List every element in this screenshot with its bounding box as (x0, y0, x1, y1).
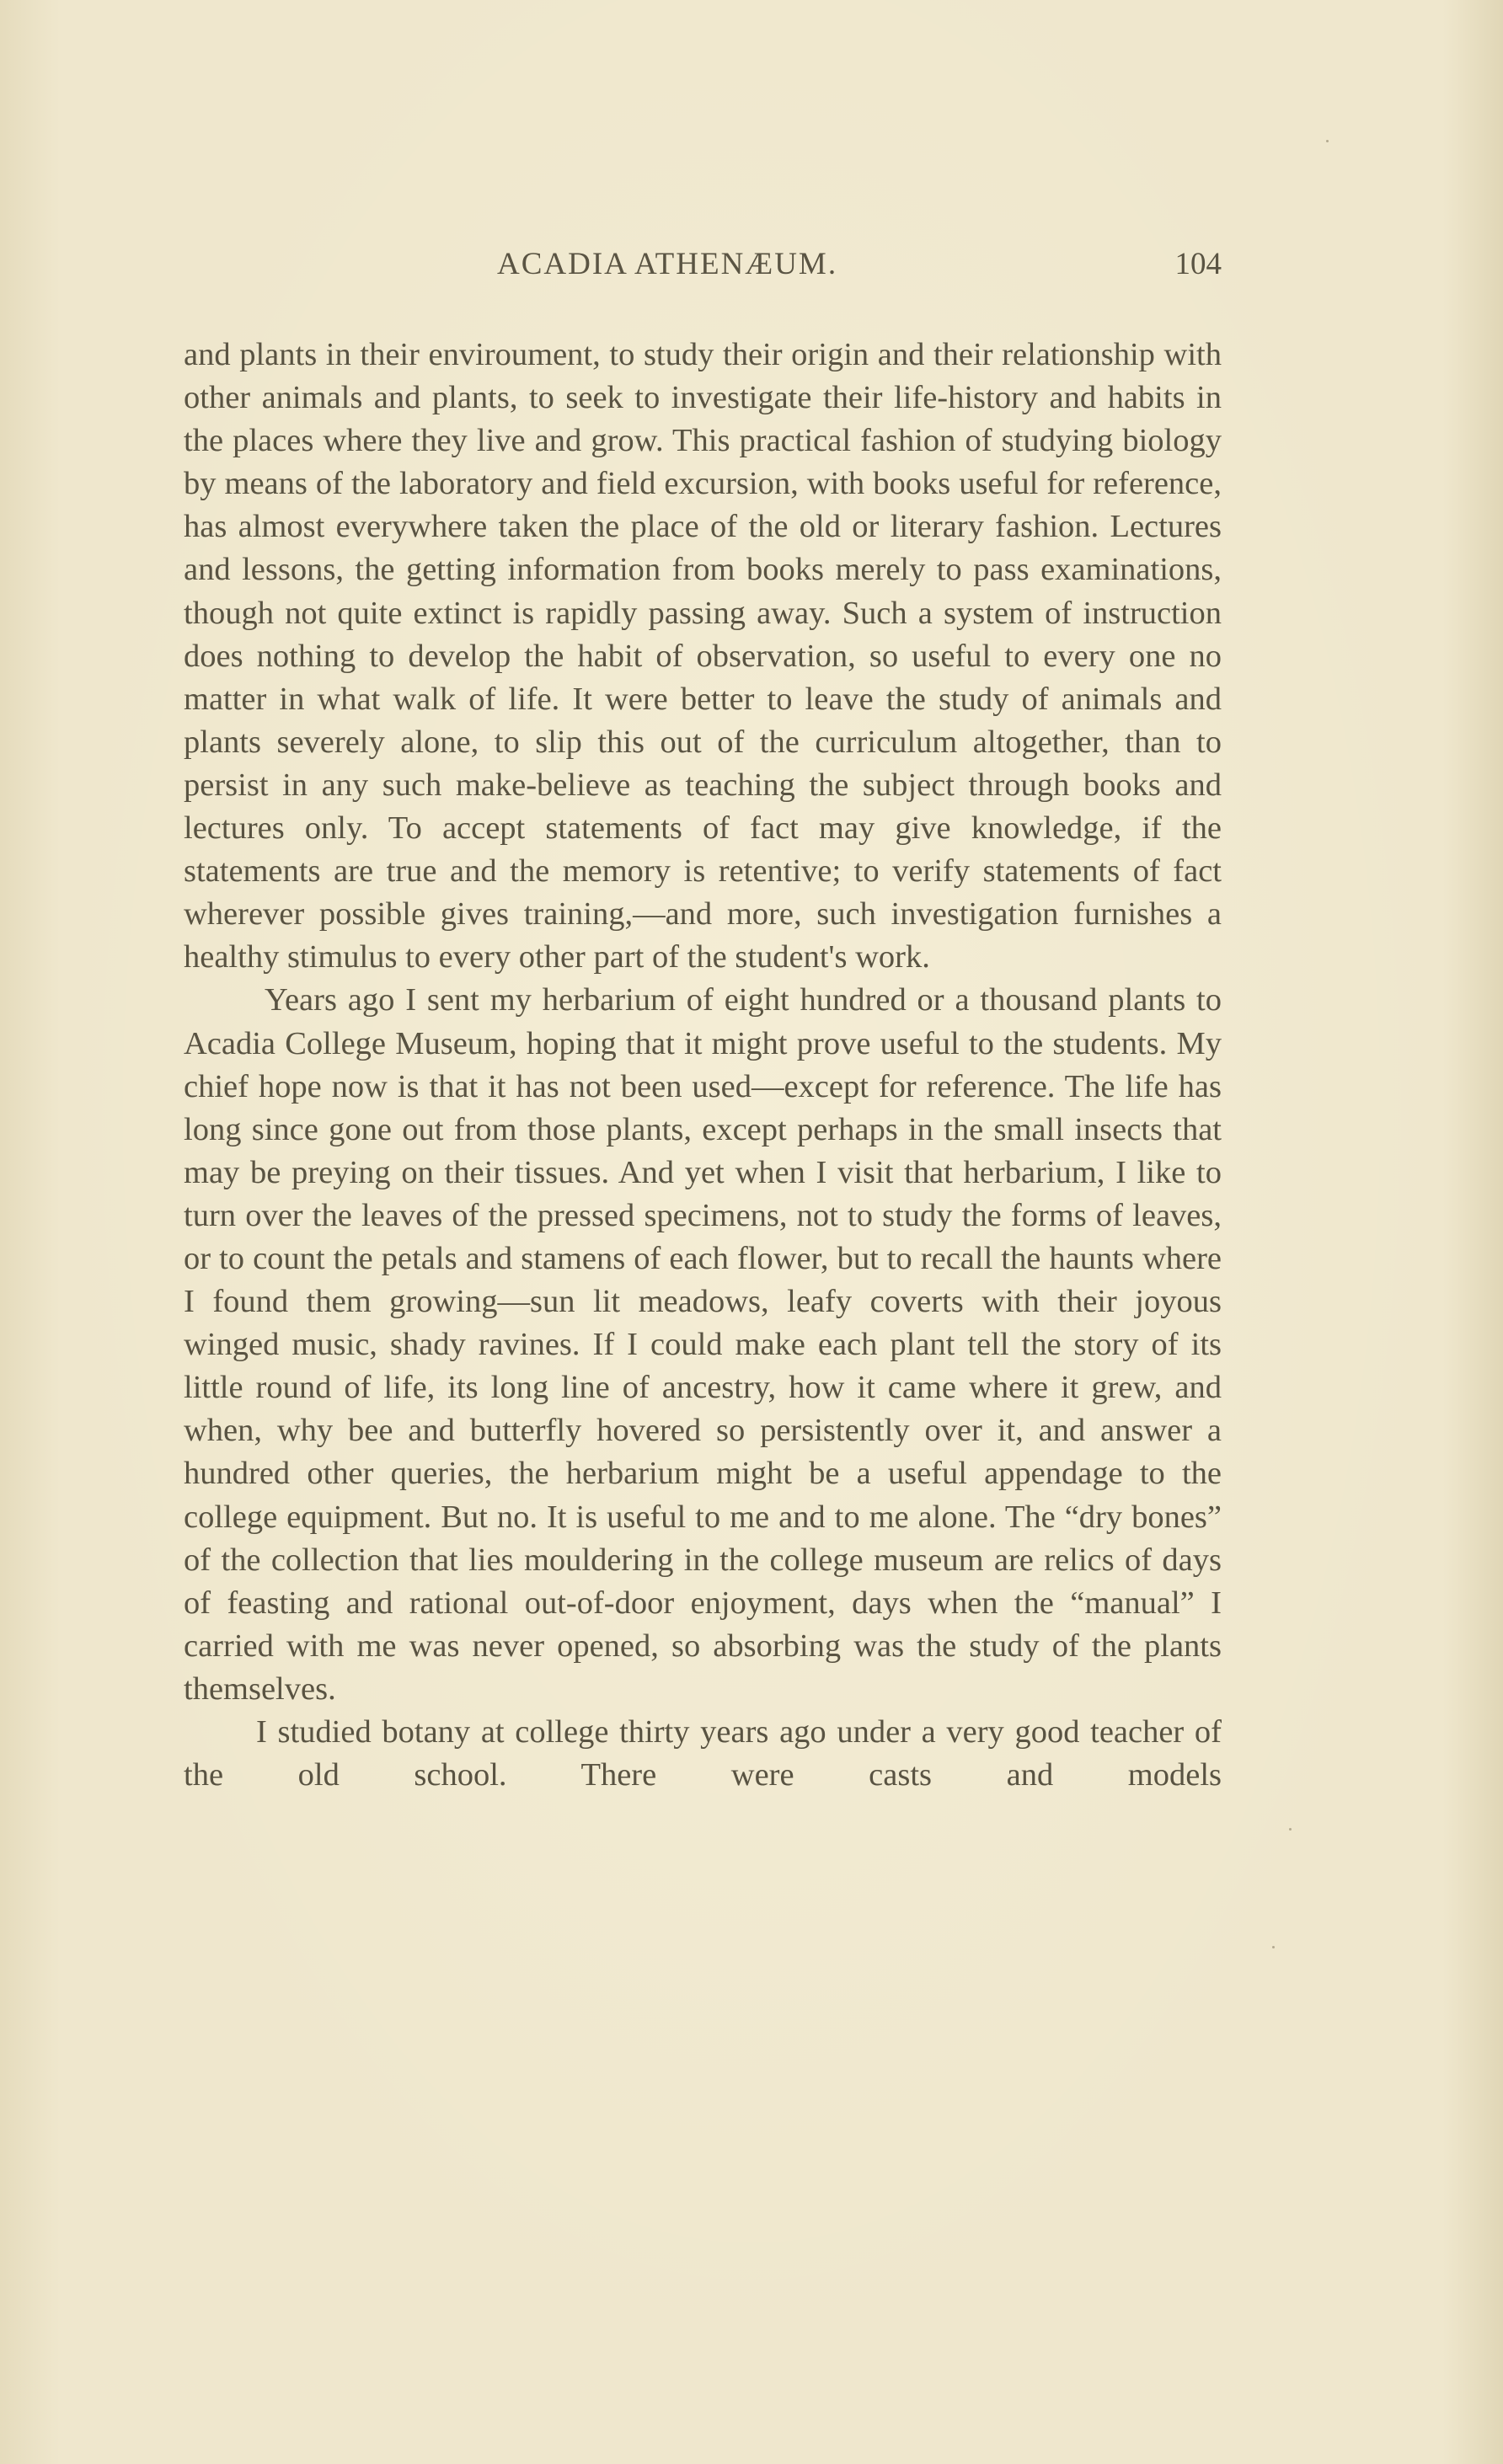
page-number: 104 (1174, 247, 1222, 281)
running-header (497, 246, 1222, 293)
paragraph-3: I studied botany at college thirty years ago under a very good teacher of the old school. There were casts and models (184, 1714, 1222, 1793)
body-text (184, 334, 1222, 1797)
paper-speck (1272, 1946, 1275, 1948)
journal-title: ACADIA ATHENÆUM. (497, 247, 838, 281)
paragraph-1: and plants in their enviroument, to study their origin and their relationship with other animals and plants, to seek to investigate their life-history and habits in the places where they live and grow. This practical fashion of studying biology by means of the laboratory and field excursion, with books useful for reference, has almost everywhere taken the place of the old or literary fashion. Lectures and lessons, the getting information from books merely to pass examinations, though not quite extinct is rapidly passing away. Such a system of instruction does nothing to develop the habit of observation, so useful to every one no matter in what walk of life. It were better to leave the study of animals and plants severely alone, to slip this out of the curriculum altogether, than to persist in any such make-believe as teaching the subject through books and lectures only. To accept statements of fact may give knowledge, if the statements are true and the memory is retentive; to verify statements of fact wherever possible gives training,—and more, such investigation furnishes a healthy stimulus to every other part of the student's work. (184, 337, 1222, 975)
paper-speck (1326, 140, 1329, 142)
paper-speck (1289, 1828, 1292, 1831)
paragraph-2: Years ago I sent my herbarium of eight hundred or a thousand plants to Acadia College Museum, hoping that it might prove useful to the students. My chief hope now is that it has not been used—except for reference. The life has long since gone out from those plants, except perhaps in the small insects that may be preying on their tissues. And yet when I visit that herbarium, I like to turn over the leaves of the pressed specimens, not to study the forms of leaves, or to count the petals and stamens of each flower, but to recall the haunts where I found them growing—sun lit meadows, leafy coverts with their joyous winged music, shady ravines. If I could make each plant tell the story of its little round of life, its long line of ancestry, how it came where it grew, and when, why bee and butterfly hovered so persistently over it, and answer a hundred other queries, the herbarium might be a useful appendage to the college equipment. But no. It is useful to me and to me alone. The “dry bones” of the collection that lies mouldering in the college museum are relics of days of feasting and rational out-of-door enjoyment, days when the “manual” I carried with me was never opened, so absorbing was the study of the plants themselves. (184, 982, 1222, 1707)
